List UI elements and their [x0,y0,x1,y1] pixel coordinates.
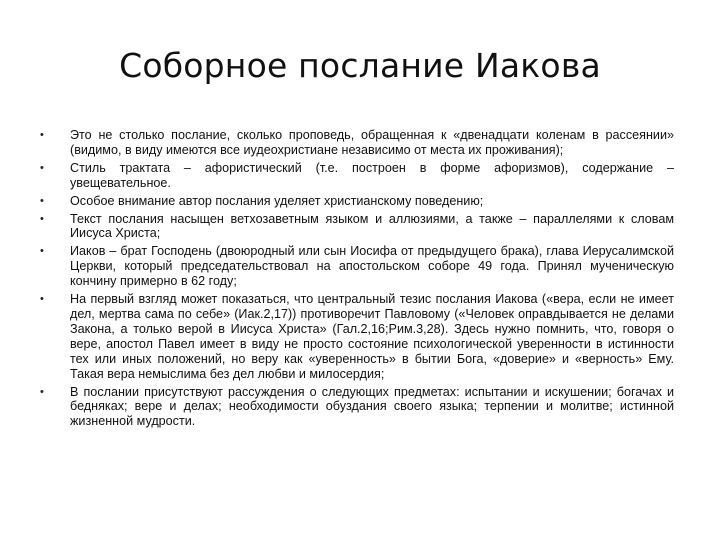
bullet-icon: • [40,129,44,141]
list-item-text: В послании присутствуют рассуждения о следующих предметах: испытании и искушении; богачах и бедняках; вере и делах; необходимости обуздания своего языка; терпении и молитве; истинной жизненной мудрости. [70,384,674,429]
bullet-icon: • [40,385,44,398]
list-item [40,385,674,430]
bullet-icon: • [40,212,44,225]
list-item-text: Это не столько послание, сколько проповедь, обращенная к «двенадцати коленам в рассеянии» (видимо, в виду имеются все иудеохристиане независимо от места их проживания); [70,128,674,157]
bullet-icon: • [40,293,44,306]
list-item-text: Иаков – брат Господень (двоюродный или сын Иосифа от предыдущего брака), глава Иерусалимской Церкви, который председательствовал на апостольском соборе 49 года. Принял мученическую кончину примерно в 62 году; [70,244,674,289]
list-item-text: На первый взгляд может показаться, что центральный тезис послания Иакова («вера, если не имеет дел, мертва сама по себе» (Иак.2,17)) противоречит Павловому («Человек оправдывается не делами Закона, а только верой в Иисуса Христа» (Гал.2,16;Рим.3,28). Здесь нужно помнить, что, говоря о вере, апостол Павел имеет в виду не просто состояние психологической уверенности в истинности тех или иных положений, но веру как «уверенность» в бытии Бога, «доверие» и «верность» Ему. Такая вера немыслима без дел любви и милосердия; [70,292,674,381]
list-item-text: Особое внимание автор послания уделяет христианскому поведению; [70,193,484,208]
list-item [40,128,674,158]
list-item [40,212,674,242]
list-item [40,194,674,209]
list-item [40,161,674,191]
list-item-text: Стиль трактата – афористический (т.е. построен в форме афоризмов), содержание – увещевательное. [70,160,674,190]
list-item [40,292,674,381]
list-item-text: Текст послания насыщен ветхозаветным языком и аллюзиями, а также – параллелями к словам Иисуса Христа; [70,211,674,241]
bullet-icon: • [40,194,44,207]
slide-title: Соборное послание Иакова [119,46,601,85]
bullet-icon: • [40,245,44,258]
bullet-list [40,128,674,432]
bullet-icon: • [40,161,44,174]
list-item [40,244,674,289]
